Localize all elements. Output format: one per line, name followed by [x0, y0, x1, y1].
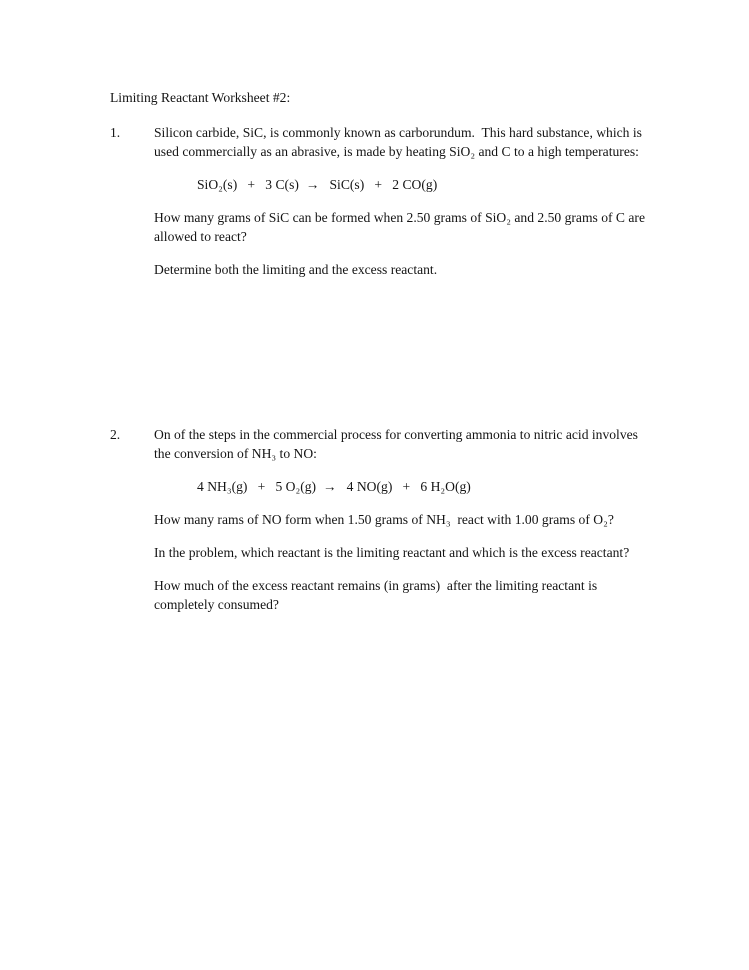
page-title: Limiting Reactant Worksheet #2:: [110, 90, 291, 105]
problem-2: [110, 425, 749, 614]
problem-1-number: 1.: [110, 125, 121, 140]
problem-2-body: [154, 425, 646, 614]
problem-2-number: 2.: [110, 427, 121, 442]
problem-2-question-3: How much of the excess reactant remains (in grams) after the limiting reactant is completely consumed?: [154, 578, 601, 612]
problem-1-chemical-equation: SiO₂(s) + 3 C(s) → SiC(s) + 2 CO(g): [197, 177, 438, 192]
problem-2-chemical-equation: 4 NH₃(g) + 5 O₂(g) → 4 NO(g) + 6 H₂O(g): [197, 479, 471, 494]
problem-2-question-1: How many rams of NO form when 1.50 grams of NH₃ react with 1.00 grams of O₂?: [154, 512, 614, 527]
problem-1-question-2: Determine both the limiting and the excess reactant.: [154, 262, 438, 277]
problem-1-question-1: How many grams of SiC can be formed when 2.50 grams of SiO₂ and 2.50 grams of C are allowed to react?: [154, 210, 649, 244]
problem-1: [110, 123, 749, 279]
problem-1-intro: Silicon carbide, SiC, is commonly known as carborundum. This hard substance, which is used commercially as an abrasive, is made by heating SiO₂ and C to a high temperatures:: [154, 125, 646, 159]
problem-1-body: [154, 123, 649, 279]
problem-2-question-2: In the problem, which reactant is the limiting reactant and which is the excess reactant?: [154, 545, 630, 560]
problem-2-intro: On of the steps in the commercial process for converting ammonia to nitric acid involves the conversion of NH₃ to NO:: [154, 427, 642, 461]
